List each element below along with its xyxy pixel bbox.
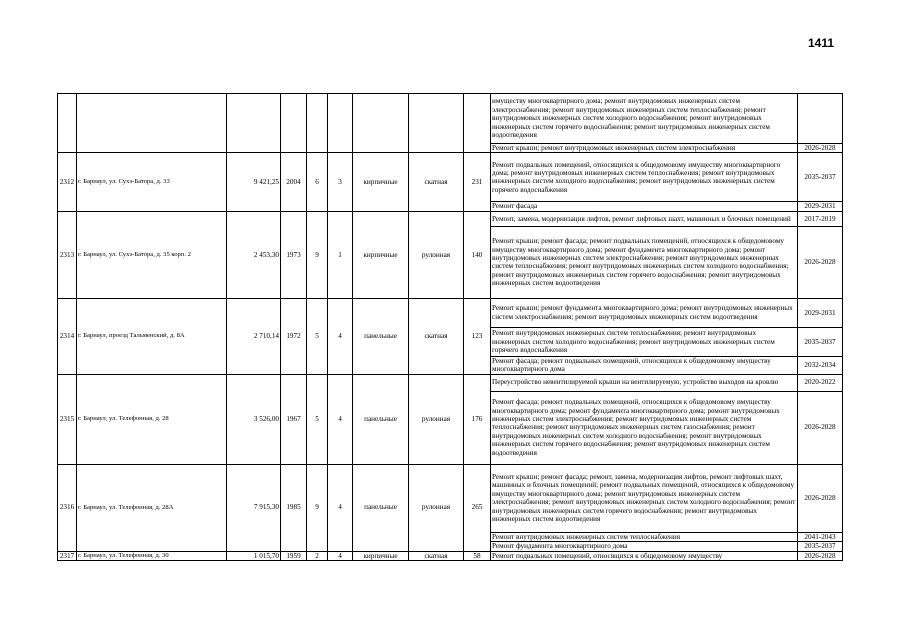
roof-type: рулонная	[409, 374, 464, 464]
house-number: 2316	[58, 464, 77, 551]
work-period: 2017-2019	[798, 211, 843, 226]
house-number	[58, 94, 77, 153]
work-description: Ремонт фасада; ремонт подвальных помещений, относящихся к общедомовому имуществу многоквартирного дома; ремонт фундамента многоквартирного дома; ремонт внутридомовых инженерных систем электроснабжения; ремонт внутридомовых инженерных систем теплоснабжения; ремонт внутридомовых инженерных систем газоснабжения; ремонт внутридомовых инженерных систем холодного водоснабжения; ремонт внутридомовых инженерных систем горячего водоснабжения; ремонт внутридомовых инженерных систем водоотведения	[491, 391, 798, 464]
work-description: Ремонт внутридомовых инженерных систем теплоснабжения; ремонт внутридомовых инженерных систем холодного водоснабжения; ремонт внутридомовых инженерных систем горячего водоснабжения	[491, 327, 798, 356]
register-table	[57, 93, 843, 561]
work-period: 2035-2037	[798, 542, 843, 551]
residents-count: 140	[464, 211, 491, 298]
work-description: имуществу многоквартирного дома; ремонт внутридомовых инженерных систем электроснабжения; ремонт внутридомовых инженерных систем теплоснабжения; ремонт внутридомовых инженерных систем холодного водоснабжения; ремонт внутридомовых инженерных систем горячего водоснабжения; ремонт внутридомовых инженерных систем водоотведения	[491, 94, 798, 144]
work-period: 2020-2022	[798, 374, 843, 391]
register-body	[58, 94, 843, 561]
house-number: 2313	[58, 211, 77, 298]
table-row	[58, 211, 843, 226]
wall-material: панельные	[353, 298, 409, 374]
house-address: г. Барнаул, ул. Сухэ-Батора, д. 35 корп. 2	[77, 211, 227, 298]
table-row	[58, 94, 843, 144]
residents-count: 176	[464, 374, 491, 464]
table-row	[58, 551, 843, 560]
work-period: 2035-2037	[798, 327, 843, 356]
build-year: 1959	[281, 551, 307, 560]
residents-count	[464, 94, 491, 153]
house-address: г. Барнаул, ул. Телефонная, д. 30	[77, 551, 227, 560]
table-row	[58, 374, 843, 391]
work-description: Ремонт крыши; ремонт внутридомовых инженерных систем электроснабжения	[491, 144, 798, 153]
floors-count: 9	[307, 464, 328, 551]
wall-material: кирпичные	[353, 551, 409, 560]
wall-material: панельные	[353, 374, 409, 464]
wall-material: панельные	[353, 464, 409, 551]
residents-count: 123	[464, 298, 491, 374]
work-description: Ремонт, замена, модернизация лифтов, ремонт лифтовых шахт, машинных и блочных помещений	[491, 211, 798, 226]
work-period: 2029-2031	[798, 202, 843, 211]
roof-type	[409, 94, 464, 153]
floors-count: 2	[307, 551, 328, 560]
entrances-count: 4	[328, 464, 353, 551]
house-address: г. Барнаул, ул. Телефонная, д. 28	[77, 374, 227, 464]
floors-count: 5	[307, 298, 328, 374]
total-area: 3 526,00	[227, 374, 281, 464]
entrances-count: 4	[328, 374, 353, 464]
build-year: 1985	[281, 464, 307, 551]
wall-material: кирпичные	[353, 211, 409, 298]
roof-type: скатная	[409, 153, 464, 211]
table-row	[58, 464, 843, 532]
work-period: 2026-2028	[798, 551, 843, 560]
build-year: 2004	[281, 153, 307, 211]
entrances-count: 3	[328, 153, 353, 211]
floors-count: 5	[307, 374, 328, 464]
work-period	[798, 94, 843, 144]
work-period: 2041-2043	[798, 532, 843, 541]
build-year: 1967	[281, 374, 307, 464]
total-area: 2 710,14	[227, 298, 281, 374]
work-description: Ремонт крыши; ремонт фасада; ремонт, замена, модернизация лифтов, ремонт лифтовых шахт, машинных и блочных помещений; ремонт подвальных помещений, относящихся к общедомовому имуществу многоквартирного дома; ремонт внутридомовых инженерных систем электроснабжения; ремонт внутридомовых инженерных систем холодного водоснабжения; ремонт внутридомовых инженерных систем горячего водоснабжения; ремонт внутридомовых инженерных систем водоотведения	[491, 464, 798, 532]
roof-type: скатная	[409, 298, 464, 374]
house-address	[77, 94, 227, 153]
house-number: 2312	[58, 153, 77, 211]
house-address: г. Барнаул, проезд Тальменский, д. 8А	[77, 298, 227, 374]
wall-material	[353, 94, 409, 153]
build-year	[281, 94, 307, 153]
work-period: 2032-2034	[798, 356, 843, 374]
table-row	[58, 153, 843, 202]
residents-count: 265	[464, 464, 491, 551]
work-period: 2035-2037	[798, 153, 843, 202]
entrances-count: 1	[328, 211, 353, 298]
build-year: 1973	[281, 211, 307, 298]
total-area	[227, 94, 281, 153]
house-number: 2317	[58, 551, 77, 560]
work-period: 2026-2028	[798, 144, 843, 153]
wall-material: кирпичные	[353, 153, 409, 211]
house-number: 2315	[58, 374, 77, 464]
entrances-count	[328, 94, 353, 153]
house-address: г. Барнаул, ул. Телефонная, д. 28А	[77, 464, 227, 551]
roof-type: рулонная	[409, 464, 464, 551]
table-row	[58, 298, 843, 327]
total-area: 2 453,30	[227, 211, 281, 298]
total-area: 9 421,25	[227, 153, 281, 211]
floors-count: 6	[307, 153, 328, 211]
residents-count: 58	[464, 551, 491, 560]
work-period: 2026-2028	[798, 464, 843, 532]
house-number: 2314	[58, 298, 77, 374]
work-period: 2026-2028	[798, 391, 843, 464]
build-year: 1972	[281, 298, 307, 374]
total-area: 7 915,30	[227, 464, 281, 551]
work-description: Ремонт крыши; ремонт фундамента многоквартирного дома; ремонт внутридомовых инженерных систем электроснабжения; ремонт внутридомовых инженерных систем водоотведения	[491, 298, 798, 327]
total-area: 1 015,70	[227, 551, 281, 560]
floors-count: 9	[307, 211, 328, 298]
work-description: Ремонт подвальных помещений, относящихся к общедомовому имуществу	[491, 551, 798, 560]
entrances-count: 4	[328, 298, 353, 374]
roof-type: скатная	[409, 551, 464, 560]
work-description: Переустройство невентилируемой крыши на вентилируемую, устройство выходов на кровлю	[491, 374, 798, 391]
roof-type: рулонная	[409, 211, 464, 298]
work-description: Ремонт подвальных помещений, относящихся к общедомовому имуществу многоквартирного дома; ремонт внутридомовых инженерных систем теплоснабжения; ремонт внутридомовых инженерных систем холодного водоснабжения; ремонт внутридомовых инженерных систем горячего водоснабжения	[491, 153, 798, 202]
work-period: 2026-2028	[798, 226, 843, 298]
work-description: Ремонт фасада	[491, 202, 798, 211]
work-description: Ремонт крыши; ремонт фасада; ремонт подвальных помещений, относящихся к общедомовому имуществу многоквартирного дома; ремонт фундамента многоквартирного дома; ремонт внутридомовых инженерных систем электроснабжения; ремонт внутридомовых инженерных систем теплоснабжения; ремонт внутридомовых инженерных систем холодного водоснабжения; ремонт внутридомовых инженерных систем горячего водоснабжения; ремонт внутридомовых инженерных систем водоотведения	[491, 226, 798, 298]
work-description: Ремонт фундамента многоквартирного дома	[491, 542, 798, 551]
floors-count	[307, 94, 328, 153]
entrances-count: 4	[328, 551, 353, 560]
house-address: г. Барнаул, ул. Сухэ-Батора, д. 33	[77, 153, 227, 211]
work-description: Ремонт внутридомовых инженерных систем теплоснабжения	[491, 532, 798, 541]
work-description: Ремонт фасада; ремонт подвальных помещений, относящихся к общедомовому имуществу многоквартирного дома	[491, 356, 798, 374]
page-number: 1411	[808, 36, 835, 50]
work-period: 2029-2031	[798, 298, 843, 327]
residents-count: 231	[464, 153, 491, 211]
